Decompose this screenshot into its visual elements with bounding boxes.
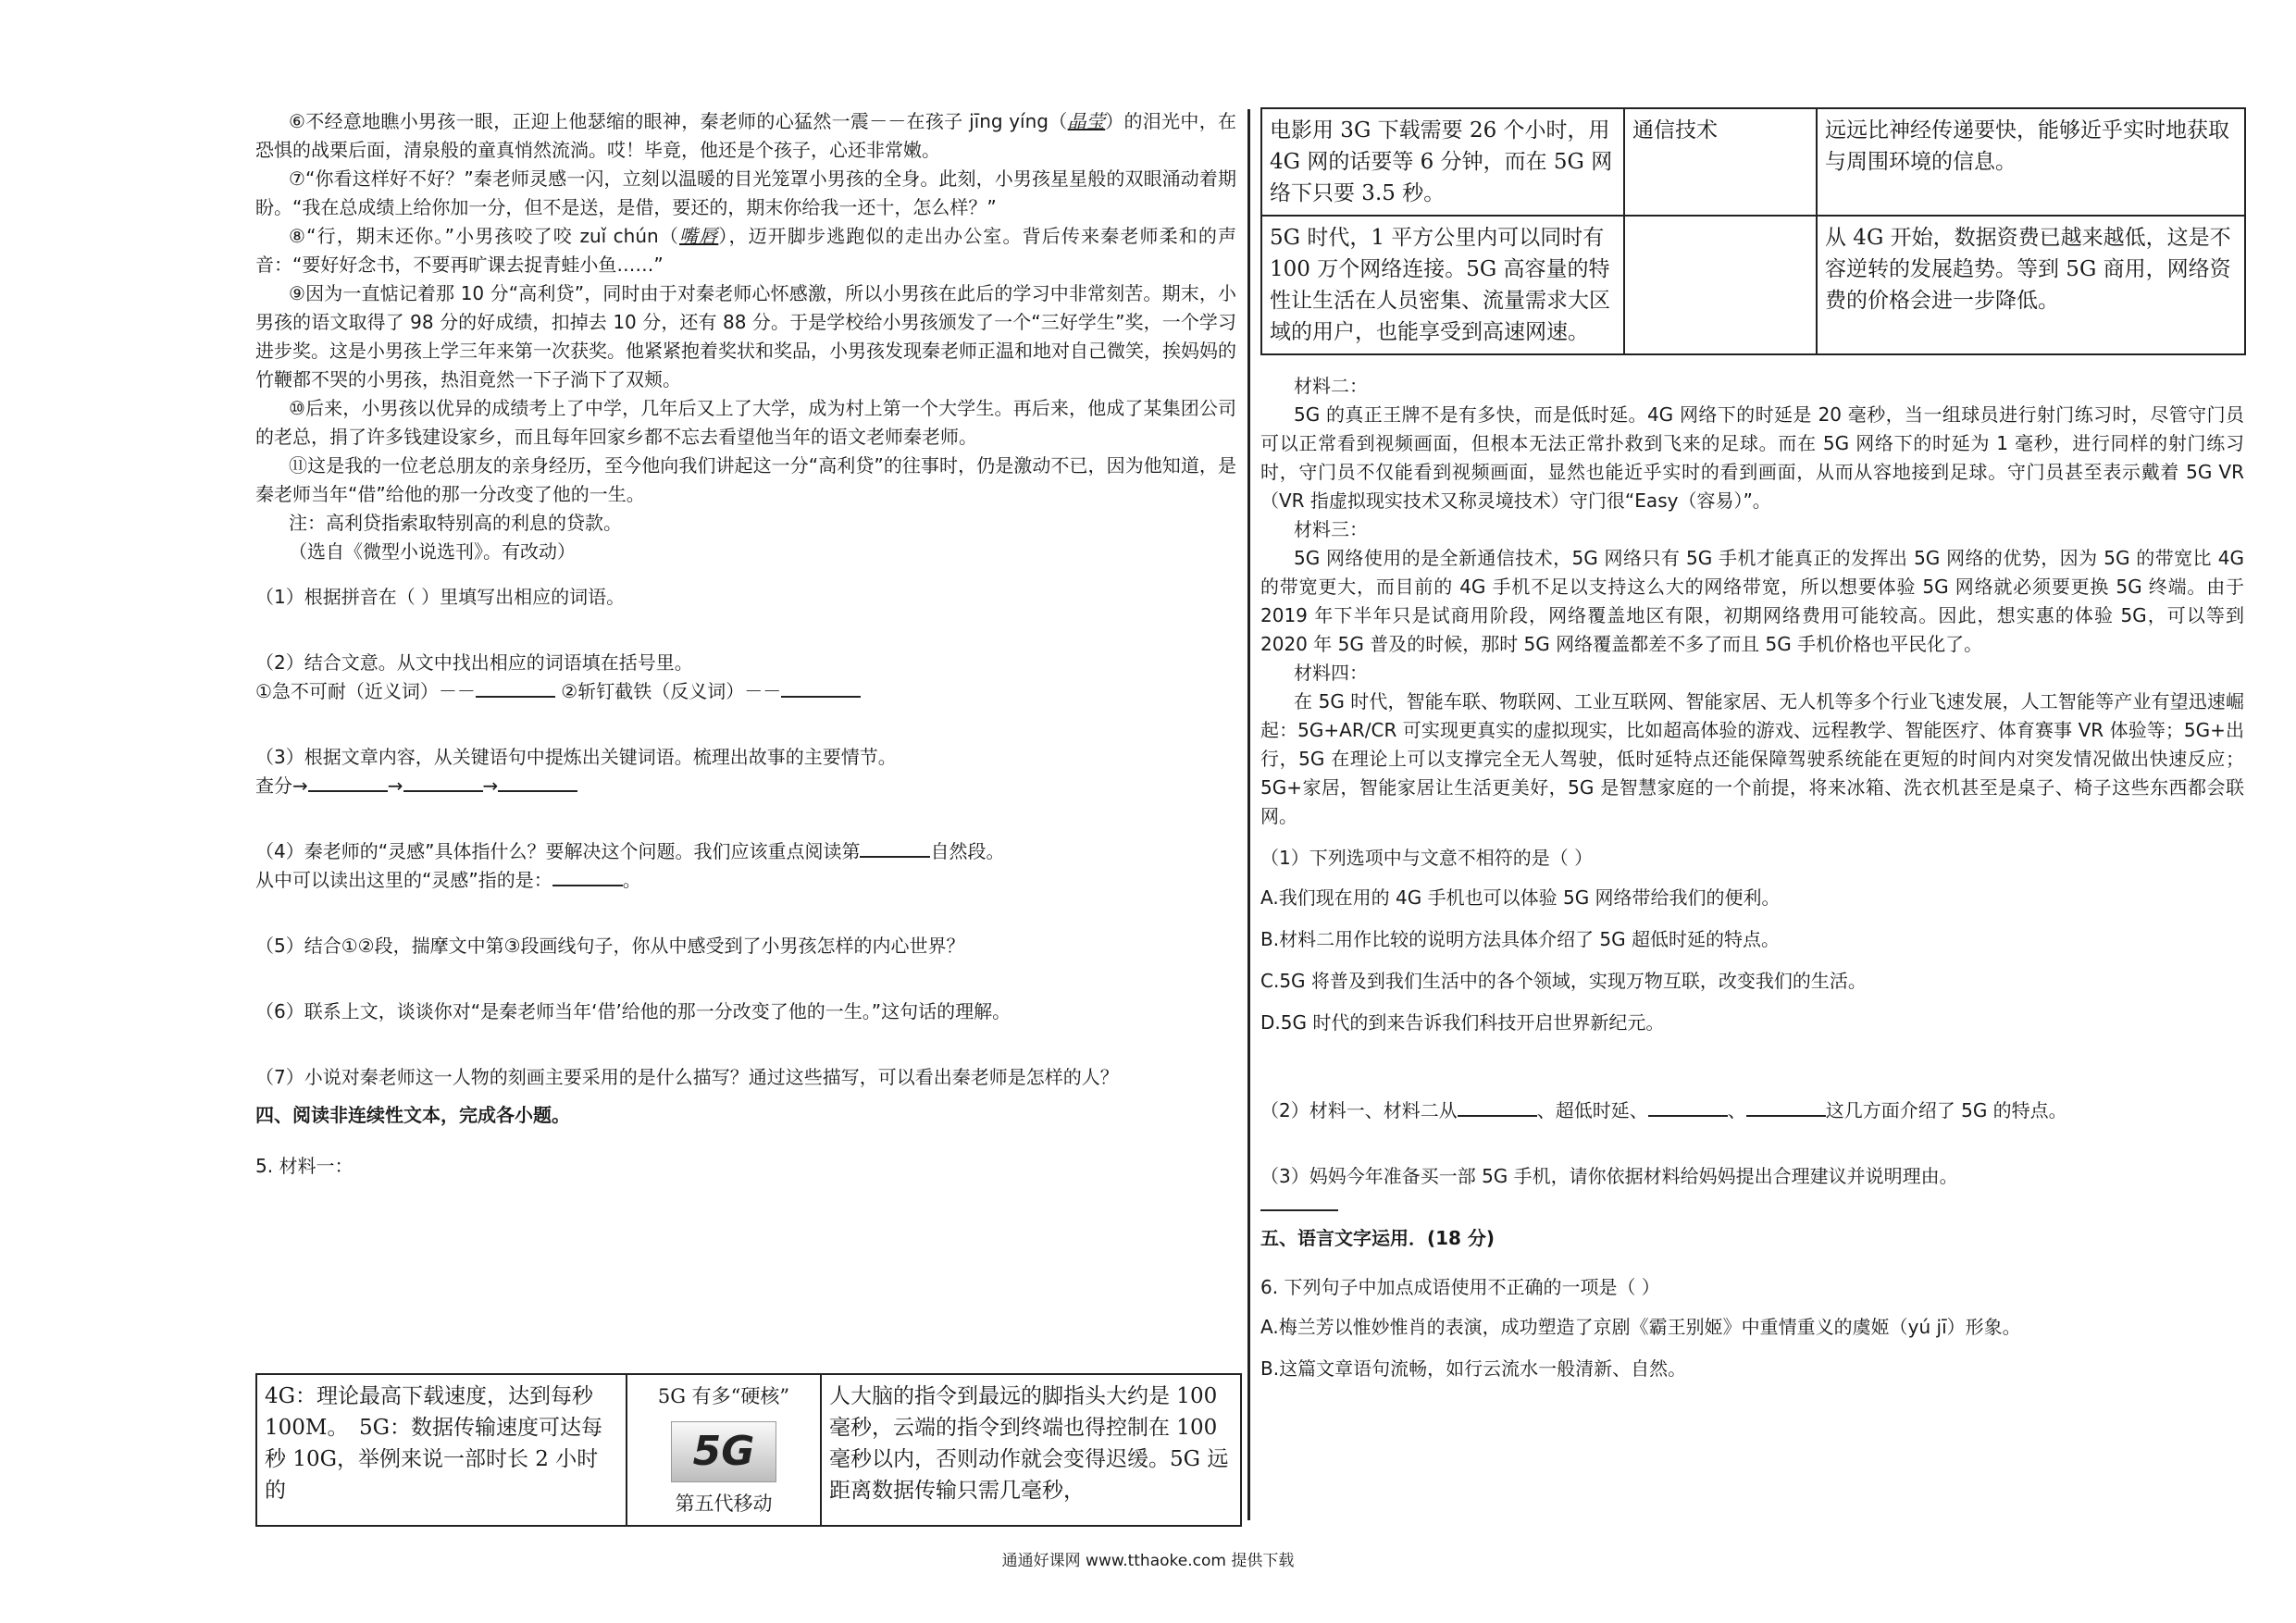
right-column — [1260, 107, 2244, 1383]
question-3: （3）根据文章内容，从关键语句中提炼出关键词语。梳理出故事的主要情节。 — [255, 746, 897, 768]
table-row — [256, 1374, 1241, 1526]
answer-blank[interactable] — [1648, 1096, 1728, 1117]
answer-blank[interactable] — [781, 677, 861, 698]
material-3-label: 材料三： — [1294, 518, 1368, 540]
answer-blank[interactable] — [403, 772, 483, 792]
material-1-label: 5. 材料一： — [255, 1155, 354, 1177]
table-cell: 人大脑的指令到最远的脚指头大约是 100 毫秒，云端的指令到终端也得控制在 100 毫秒以内，否则动作就会变得迟缓。5G 远距离数据传输只需几毫秒， — [821, 1374, 1241, 1526]
question-7: （7）小说对秦老师这一人物的刻画主要采用的是什么描写？通过这些描写，可以看出秦老师是怎样的人？ — [255, 1066, 1119, 1088]
q6-option-a[interactable]: A.梅兰芳以惟妙惟肖的表演，成功塑造了京剧《霸王别姬》中重情重义的虞姬（yú jī）形象。 — [1260, 1316, 2021, 1338]
paragraph-7: ⑦“你看这样好不好？”秦老师灵感一闪，立刻以温暖的目光笼罩小男孩的全身。此刻，小男孩星星般的双眼涌动着期盼。“我在总成绩上给你加一分，但不是送，是借，要还的，期末你给我一还十，怎么样？” — [255, 167, 1236, 218]
paragraph-8: ⑧“行，期末还你。”小男孩咬了咬 zuǐ chún（嘴唇），迈开脚步逃跑似的走出办公室。背后传来秦老师柔和的声音：“要好好念书，不要再旷课去捉青蛙小鱼……” — [255, 225, 1237, 276]
footer: 通通好课网 www.tthaoke.com 提供下载 — [1001, 1552, 1295, 1570]
q6-option-b[interactable]: B.这篇文章语句流畅，如行云流水一般清新、自然。 — [1260, 1357, 1687, 1380]
table-row — [1261, 216, 2245, 354]
r-question-2: （2）材料一、材料二从 、超低时延、 、 这几方面介绍了 5G 的特点。 — [1260, 1096, 2244, 1125]
table-row — [1261, 108, 2245, 216]
question-6: （6）联系上文，谈谈你对“是秦老师当年‘借’给他的那一分改变了他的一生。”这句话的理解。 — [255, 1000, 1011, 1022]
material-1-table-right — [1260, 107, 2246, 355]
material-4-label: 材料四： — [1294, 662, 1368, 684]
option-a[interactable]: A.我们现在用的 4G 手机也可以体验 5G 网络带给我们的便利。 — [1260, 886, 1781, 909]
paragraph-9: ⑨因为一直惦记着那 10 分“高利贷”，同时由于对秦老师心怀感激，所以小男孩在此后的学习中非常刻苦。期末，小男孩的语文取得了 98 分的好成绩，扣掉去 10 分，还有 88 分。于是学校给小男孩颁发了一个“三好学生”奖，一个学习进步奖。这是小男孩上学三年来第一次获奖。他紧紧抱着奖状和奖品，小男孩发现秦老师正温和地对自己微笑，挨妈妈的竹鞭都不哭的小男孩，热泪竟然一下子淌下了双颊。 — [255, 282, 1236, 390]
table-cell: 通信技术 — [1624, 108, 1817, 216]
table-cell: 电影用 3G 下载需要 26 个小时，用 4G 网的话要等 6 分钟，而在 5G 网络下只要 3.5 秒。 — [1261, 108, 1624, 216]
answer-blank[interactable] — [1458, 1096, 1537, 1117]
column-divider — [1247, 109, 1250, 1520]
answer-blank[interactable] — [552, 866, 623, 886]
left-column — [255, 107, 1236, 1181]
material-2-label: 材料二： — [1294, 375, 1368, 397]
table-cell: 5G 有多“硬核” 5G 第五代移动 — [627, 1374, 821, 1526]
question-2: （2）结合文意。从文中找出相应的词语填在括号里。 — [255, 651, 693, 674]
r-question-3: （3）妈妈今年准备买一部 5G 手机，请你依据材料给妈妈提出合理建议并说明理由。 — [1260, 1165, 1958, 1187]
question-4a: （4）秦老师的“灵感”具体指什么？要解决这个问题。我们应该重点阅读第 自然段。 — [255, 837, 1236, 866]
question-3-plot: 查分→ → → — [255, 772, 1236, 800]
source: （选自《微型小说选刊》。有改动） — [289, 540, 576, 563]
r-question-1: （1）下列选项中与文意不相符的是（ ） — [1260, 847, 1594, 869]
paragraph-6: ⑥不经意地瞧小男孩一眼，正迎上他瑟缩的眼神，秦老师的心猛然一震－－在孩子 jīng yíng（晶莹）的泪光中，在恐惧的战栗后面，清泉般的童真悄然流淌。哎！毕竟，他还是个孩子，心还非常嫩。 — [255, 110, 1237, 161]
answer-blank[interactable] — [308, 772, 388, 792]
section-5-heading: 五、语言文字运用．(18 分) — [1260, 1227, 1496, 1249]
material-3: 5G 网络使用的是全新通信技术，5G 网络只有 5G 手机才能真正的发挥出 5G 网络的优势，因为 5G 的带宽比 4G 的带宽更大，而目前的 4G 手机不足以支持这么大的网络带宽，所以想要体验 5G 网络就必须要更换 5G 终端。由于 2019 年下半年只是试商用阶段，网络覆盖地区有限，初期网络费用可能较高。因此，想实惠的体验 5G，可以等到 2020 年 5G 普及的时候，那时 5G 网络覆盖都差不多了而且 5G 手机价格也平民化了。 — [1260, 547, 2244, 655]
question-4b: 从中可以读出这里的“灵感”指的是： 。 — [255, 866, 1236, 895]
answer-blank[interactable] — [1260, 1191, 1338, 1211]
question-6-heading: 6. 下列句子中加点成语使用不正确的一项是（ ） — [1260, 1276, 1660, 1298]
question-5: （5）结合①②段，揣摩文中第③段画线句子，你从中感受到了小男孩怎样的内心世界？ — [255, 935, 965, 957]
5g-logo-icon: 5G — [671, 1421, 776, 1482]
paragraph-10: ⑩后来，小男孩以优异的成绩考上了中学，几年后又上了大学，成为村上第一个大学生。再后来，他成了某集团公司的老总，捐了许多钱建设家乡，而且每年回家乡都不忘去看望他当年的语文老师秦老师。 — [255, 397, 1236, 448]
table-cell — [1624, 216, 1817, 354]
table-cell: 5G 时代，1 平方公里内可以同时有 100 万个网络连接。5G 高容量的特性让生活在人员密集、流量需求大区域的用户，也能享受到高速网速。 — [1261, 216, 1624, 354]
answer-blank[interactable] — [498, 772, 577, 792]
option-b[interactable]: B.材料二用作比较的说明方法具体介绍了 5G 超低时延的特点。 — [1260, 928, 1781, 950]
note: 注：高利贷指索取特别高的利息的贷款。 — [289, 512, 622, 534]
option-c[interactable]: C.5G 将普及到我们生活中的各个领域，实现万物互联，改变我们的生活。 — [1260, 970, 1867, 992]
question-1: （1）根据拼音在（ ）里填写出相应的词语。 — [255, 586, 626, 608]
question-2-items: ①急不可耐（近义词）－－ ②斩钉截铁（反义词）－－ — [255, 677, 1236, 706]
answer-blank[interactable] — [476, 677, 555, 698]
table-cell: 从 4G 开始，数据资费已越来越低，这是不容逆转的发展趋势。等到 5G 商用，网络资费的价格会进一步降低。 — [1817, 216, 2245, 354]
section-4-heading: 四、阅读非连续性文本，完成各小题。 — [255, 1104, 570, 1126]
material-2: 5G 的真正王牌不是有多快，而是低时延。4G 网络下的时延是 20 毫秒，当一组球员进行射门练习时，尽管守门员可以正常看到视频画面，但根本无法正常扑救到飞来的足球。而在 5G 网络下的时延为 1 毫秒，进行同样的射门练习时，守门员不仅能看到视频画面，显然也能近乎实时的看到画面，从而从容地接到足球。守门员甚至表示戴着 5G VR（VR 指虚拟现实技术又称灵境技术）守门很“Easy（容易）”。 — [1260, 403, 2244, 512]
answer-word-jingying: 晶莹 — [1067, 110, 1106, 132]
paragraph-11: ⑪这是我的一位老总朋友的亲身经历，至今他向我们讲起这一分“高利贷”的往事时，仍是激动不已，因为他知道，是秦老师当年“借”给他的那一分改变了他的一生。 — [255, 454, 1236, 505]
answer-blank[interactable] — [860, 837, 930, 858]
material-1-table-left — [255, 1373, 1240, 1527]
answer-blank[interactable] — [1746, 1096, 1826, 1117]
table-cell: 4G：理论最高下载速度，达到每秒 100M。 5G：数据传输速度可达每秒 10G，举例来说一部时长 2 小时的 — [256, 1374, 627, 1526]
table-cell: 远远比神经传递要快，能够近乎实时地获取与周围环境的信息。 — [1817, 108, 2245, 216]
answer-word-zuichun: 嘴唇 — [679, 225, 719, 247]
material-4: 在 5G 时代，智能车联、物联网、工业互联网、智能家居、无人机等多个行业飞速发展，人工智能等产业有望迅速崛起：5G+AR/CR 可实现更真实的虚拟现实，比如超高体验的游戏、远程教学、智能医疗、体育赛事 VR 体验等；5G+出行，5G 在理论上可以支撑完全无人驾驶，低时延特点还能保障驾驶系统能在更短的时间内对突发情况做出快速反应；5G+家居，智能家居让生活更美好，5G 是智慧家庭的一个前提，将来冰箱、洗衣机甚至是桌子、椅子这些东西都会联网。 — [1260, 690, 2244, 827]
option-d[interactable]: D.5G 时代的到来告诉我们科技开启世界新纪元。 — [1260, 1011, 1665, 1034]
